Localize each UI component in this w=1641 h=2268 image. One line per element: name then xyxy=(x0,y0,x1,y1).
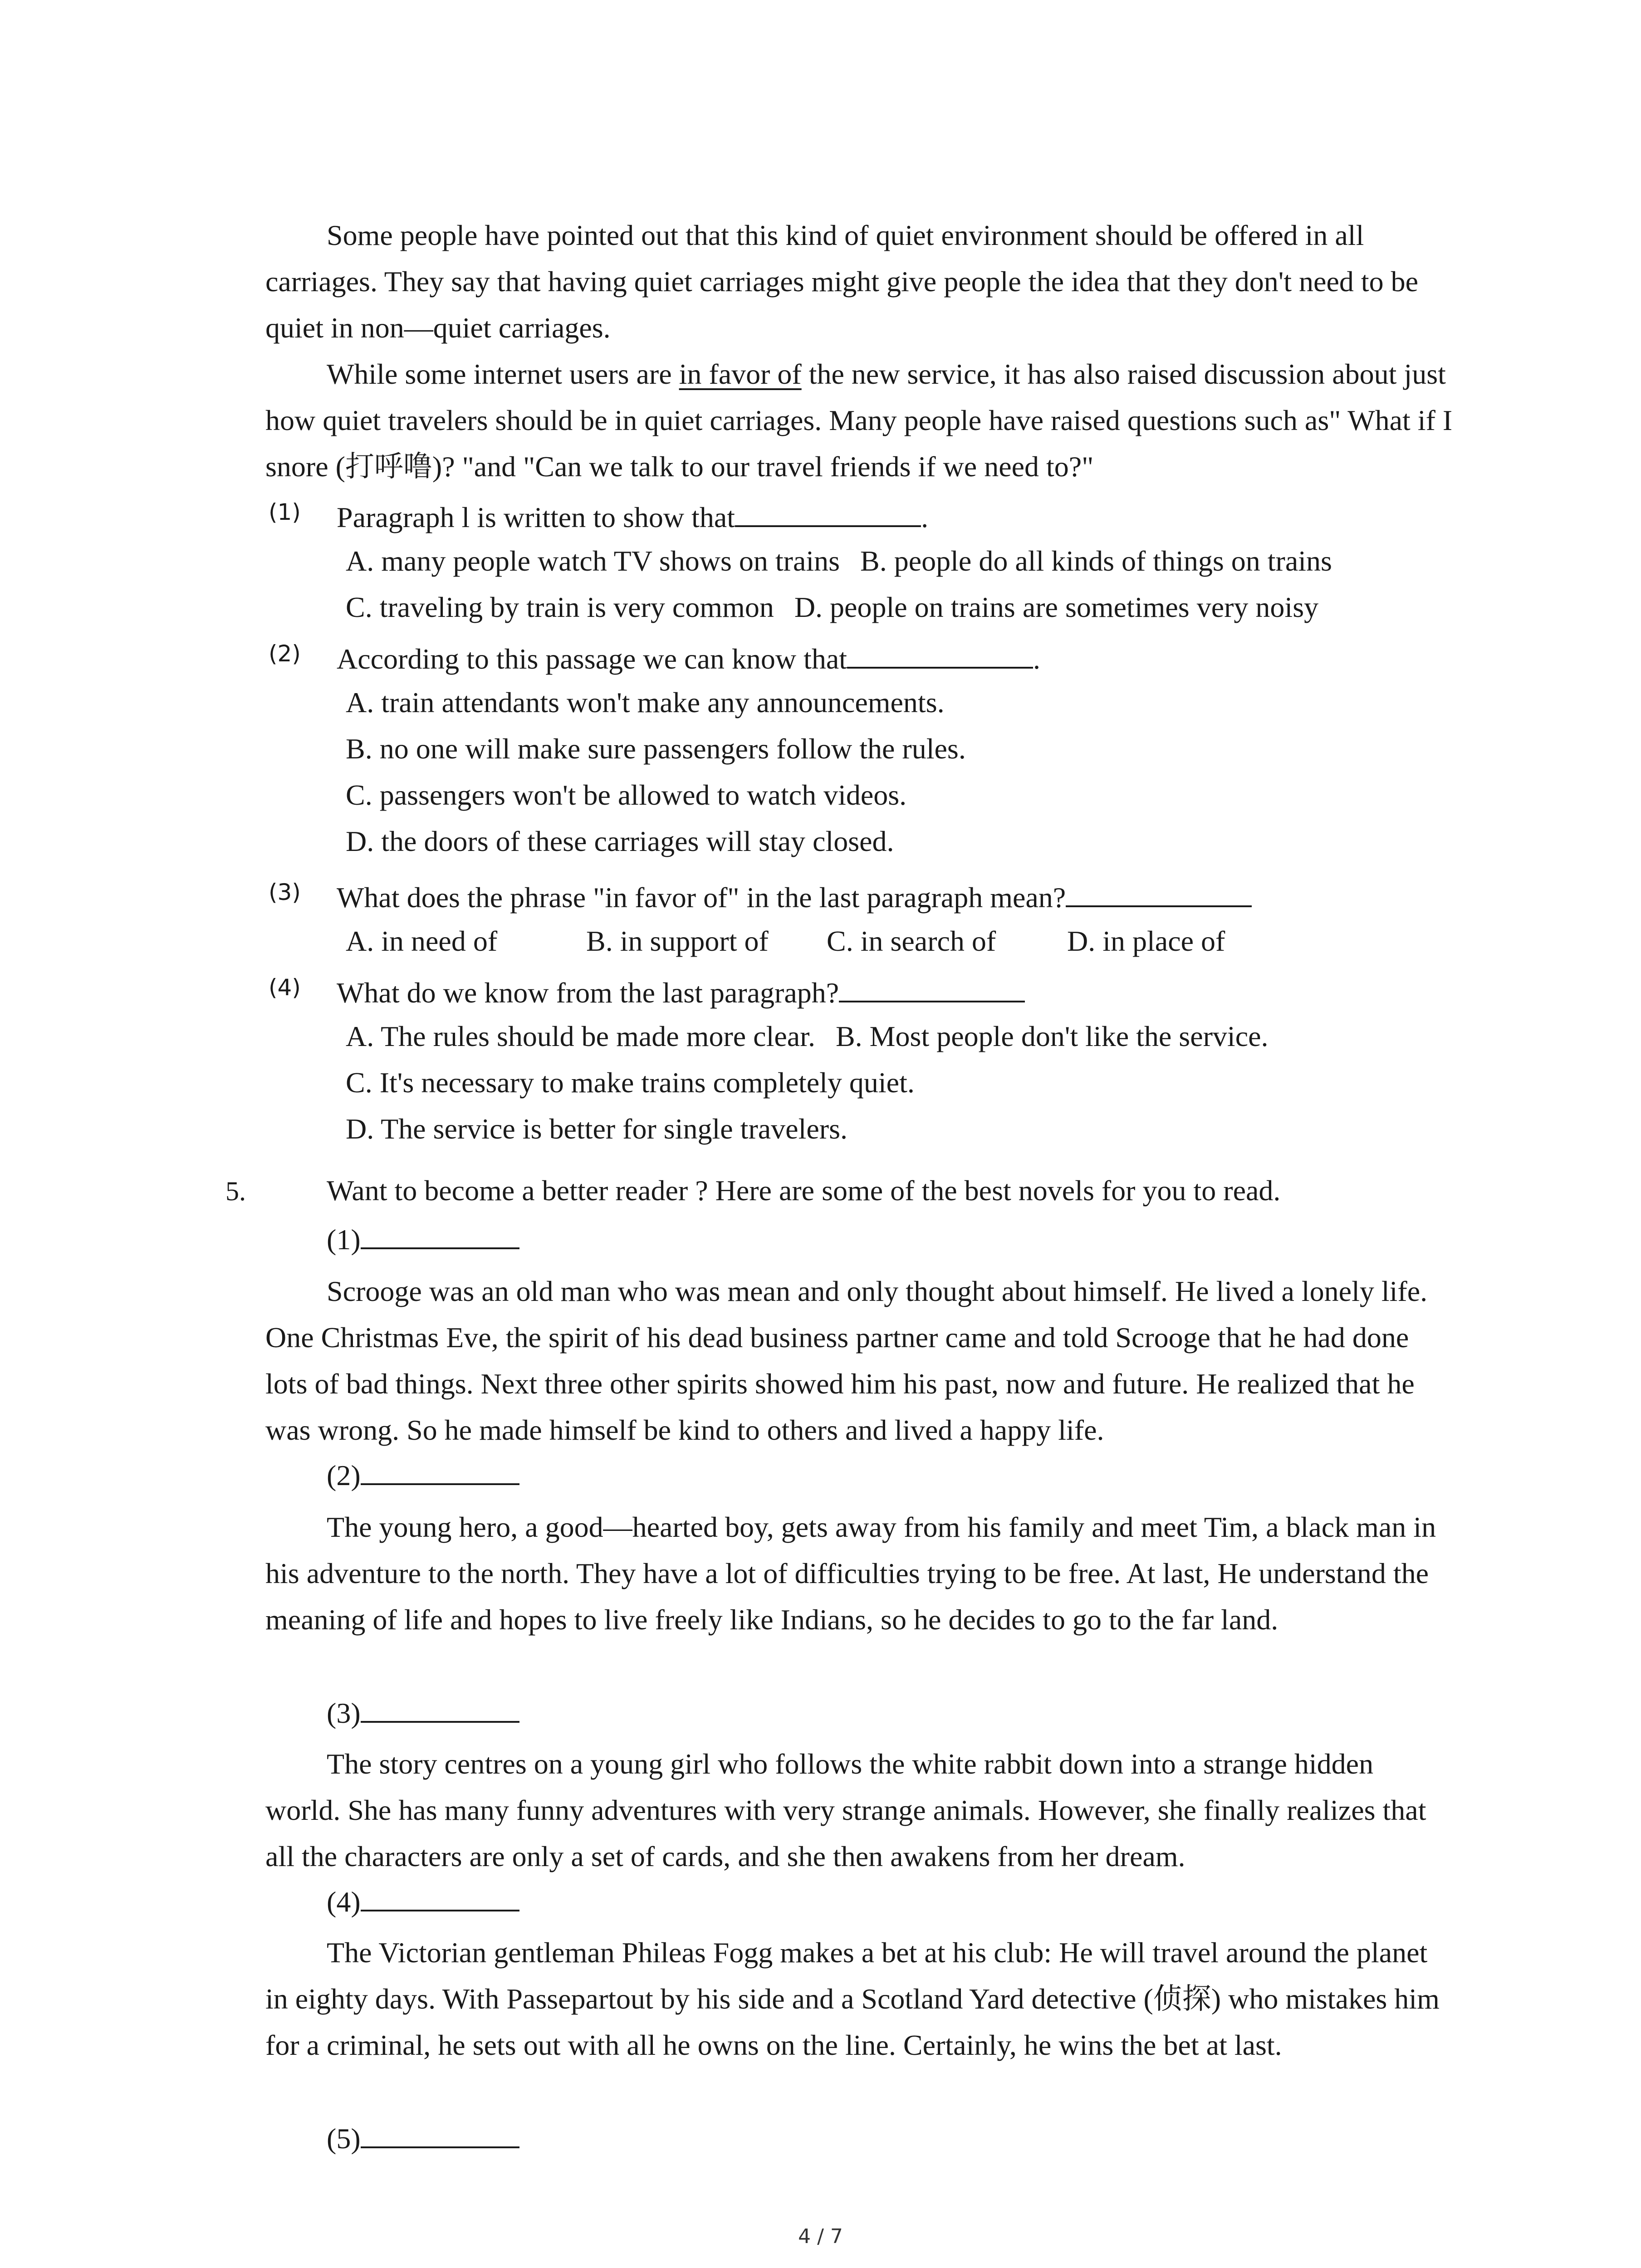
page-number: 4 / 7 xyxy=(798,2225,843,2248)
question-4-stem: What do we know from the last paragraph? xyxy=(337,977,839,1009)
novel-5-number: (5) xyxy=(327,2122,361,2155)
answer-blank[interactable] xyxy=(735,498,921,527)
question-1-end: . xyxy=(921,501,929,533)
passage-paragraph-1: Some people have pointed out that this kind of quiet environment should be offered in all carriages. They say that having quiet carriages might give people the idea that they don't need to be quiet in non—quiet carriages. xyxy=(265,219,1419,344)
question-2-option-b[interactable]: B. no one will make sure passengers follow the rules. xyxy=(346,733,966,765)
question-1-options-row2 xyxy=(346,591,1318,624)
question-4-number: (4) xyxy=(269,974,301,1001)
section-5-intro: Want to become a better reader ? Here are some of the best novels for you to read. xyxy=(327,1174,1281,1207)
novel-3-label xyxy=(327,1694,519,1730)
option-a[interactable]: A. The rules should be made more clear. xyxy=(346,1020,815,1052)
answer-blank[interactable] xyxy=(361,1882,519,1911)
answer-blank[interactable] xyxy=(361,1220,519,1249)
question-2-option-c[interactable]: C. passengers won't be allowed to watch videos. xyxy=(346,779,907,811)
passage-p2-before: While some internet users are xyxy=(327,358,679,390)
novel-1-number: (1) xyxy=(327,1223,361,1256)
answer-blank[interactable] xyxy=(847,640,1033,669)
question-4-options-row1 xyxy=(346,1020,1269,1053)
question-3-stem: What does the phrase "in favor of" in the last paragraph mean? xyxy=(337,881,1066,914)
novel-4-label xyxy=(327,1882,519,1919)
option-b[interactable]: B. in support of xyxy=(586,925,769,957)
option-b[interactable]: B. Most people don't like the service. xyxy=(835,1020,1269,1052)
question-2-number: (2) xyxy=(269,640,301,667)
question-2-option-d[interactable]: D. the doors of these carriages will stay closed. xyxy=(346,825,894,857)
question-1-options-row1 xyxy=(346,544,1332,578)
answer-blank[interactable] xyxy=(361,1456,519,1485)
question-3-number: (3) xyxy=(269,879,301,905)
novel-2-label xyxy=(327,1456,519,1492)
answer-blank[interactable] xyxy=(361,1694,519,1723)
question-4-option-c[interactable]: C. It's necessary to make trains completely quiet. xyxy=(346,1066,915,1099)
novel-1-text: Scrooge was an old man who was mean and only thought about himself. He lived a lonely life. One Christmas Eve, the spirit of his dead business partner came and told Scrooge that he had done lots of bad things. Next three other spirits showed him his past, now and future. He realized that he was wrong. So he made himself be kind to others and lived a happy life. xyxy=(265,1275,1428,1446)
question-2-stem: According to this passage we can know that xyxy=(337,643,847,675)
question-4-text xyxy=(337,973,1025,1010)
answer-blank[interactable] xyxy=(839,973,1025,1002)
option-c[interactable]: C. traveling by train is very common xyxy=(346,591,774,623)
section-5-number: 5. xyxy=(225,1176,246,1206)
underlined-phrase: in favor of xyxy=(679,358,802,390)
option-b[interactable]: B. people do all kinds of things on trains xyxy=(860,545,1332,577)
novel-4-text: The Victorian gentleman Phileas Fogg makes a bet at his club: He will travel around the planet in eighty days. With Passepartout by his side and a Scotland Yard detective (侦探) who mistakes him for a criminal, he sets out with all he owns on the line. Certainly, he wins the bet at last. xyxy=(265,1936,1440,2061)
passage-paragraph-2 xyxy=(265,351,1454,490)
question-3-options xyxy=(346,924,1225,958)
option-c[interactable]: C. in search of xyxy=(827,925,996,957)
novel-2-text: The young hero, a good—hearted boy, gets away from his family and meet Tim, a black man in his adventure to the north. They have a lot of difficulties trying to be free. At last, He understand the meaning of life and hopes to live freely like Indians, so he decides to go to the far land. xyxy=(265,1511,1436,1636)
option-a[interactable]: A. many people watch TV shows on trains xyxy=(346,545,840,577)
answer-blank[interactable] xyxy=(361,2119,519,2148)
question-3-text xyxy=(337,878,1252,914)
question-2-option-a[interactable]: A. train attendants won't make any announcements. xyxy=(346,686,945,719)
option-d[interactable]: D. in place of xyxy=(1067,925,1225,957)
novel-3-number: (3) xyxy=(327,1697,361,1729)
option-a[interactable]: A. in need of xyxy=(346,925,498,957)
option-d[interactable]: D. people on trains are sometimes very noisy xyxy=(794,591,1319,623)
novel-2-number: (2) xyxy=(327,1459,361,1491)
novel-4-number: (4) xyxy=(327,1886,361,1918)
answer-blank[interactable] xyxy=(1066,878,1252,907)
question-1-text xyxy=(337,498,928,534)
novel-1-label xyxy=(327,1220,519,1256)
novel-3-text: The story centres on a young girl who follows the white rabbit down into a strange hidden world. She has many funny adventures with very strange animals. However, she finally realizes that all the characters are only a set of cards, and she then awakens from her dream. xyxy=(265,1748,1426,1872)
question-1-stem: Paragraph l is written to show that xyxy=(337,501,735,533)
question-1-number: (1) xyxy=(269,499,301,525)
question-4-option-d[interactable]: D. The service is better for single travelers. xyxy=(346,1113,847,1145)
novel-5-label xyxy=(327,2119,519,2156)
passage-p2-after: the new service, it has also raised discussion about just how quiet travelers should be in quiet carriages. Many people have raised questions such as" What if I snore (打呼噜)? "and "Can we talk to our travel friends if we need to?" xyxy=(265,358,1453,483)
question-2-text xyxy=(337,640,1040,676)
question-2-end: . xyxy=(1033,643,1041,675)
